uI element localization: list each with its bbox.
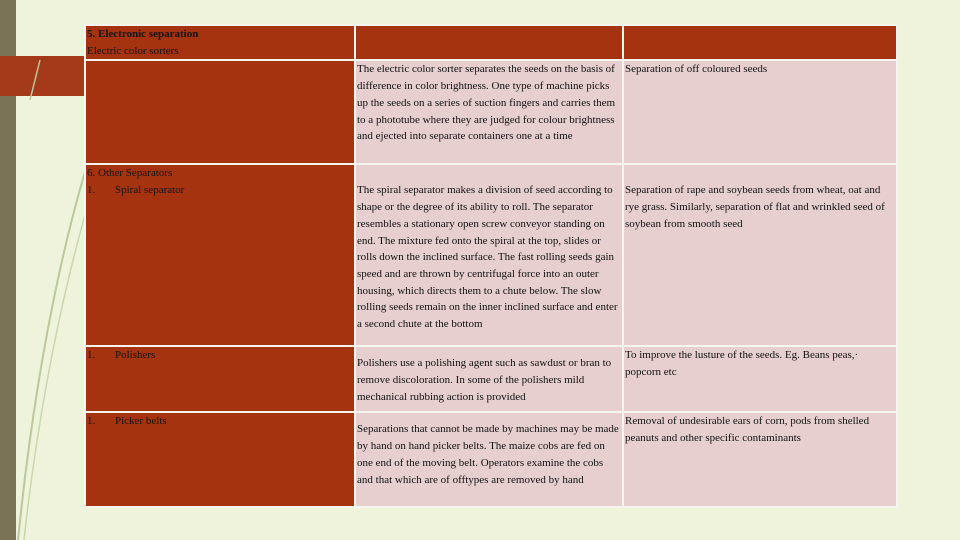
section5-title: 5. Electronic separation	[87, 28, 199, 40]
table-row	[85, 346, 897, 412]
section5-description: The electric color sorter separates the seeds on the basis of difference in color brightness. One type of machine picks up the seeds on a series of suction fingers and carries them to a phototube where they are judged for colour brightness and ejected into separate containers one at a time	[357, 63, 616, 143]
polishers-purpose-cell	[623, 346, 897, 412]
section6-heading-cell	[85, 164, 355, 346]
item-name: Polishers	[115, 349, 156, 362]
section5-description-cell	[355, 60, 623, 164]
table-row	[85, 164, 897, 346]
section5-purpose: Separation of off coloured seeds	[625, 63, 768, 76]
item-number: 1.	[87, 184, 96, 197]
section5-spacer	[85, 60, 355, 164]
table-row	[85, 60, 897, 164]
item-row	[87, 182, 353, 199]
polishers-cell	[85, 346, 355, 412]
table-row	[85, 412, 897, 507]
section5-item: Electric color sorters	[87, 44, 179, 57]
section5-purpose-cell	[623, 60, 897, 164]
spiral-purpose-cell	[623, 164, 897, 346]
spiral-description-cell	[355, 164, 623, 346]
section5-heading-cell	[85, 25, 355, 60]
picker-belts-description: Separations that cannot be made by machines may be made by hand on hand picker belts. The maize cobs are fed on one end of the moving belt. Operators examine the cobs and that which are of offtypes are removed by hand	[357, 423, 619, 486]
polishers-purpose: To improve the lusture of the seeds. Eg. Beans peas,· popcorn etc	[625, 349, 859, 379]
polishers-description: Polishers use a polishing agent such as sawdust or bran to remove discoloration. In some of the polishers mild mechanical rubbing action is provided	[357, 357, 612, 403]
picker-belts-cell	[85, 412, 355, 507]
section6-title: 6. Other Separators	[87, 167, 173, 180]
item-name: Spiral separator	[115, 184, 185, 197]
spiral-purpose: Separation of rape and soybean seeds from wheat, oat and rye grass. Similarly, separation of flat and wrinkled seed of soybean from smooth seed	[625, 184, 885, 230]
item-number: 1.	[87, 349, 96, 362]
section5-header-fill	[355, 25, 623, 60]
picker-belts-purpose-cell	[623, 412, 897, 507]
polishers-description-cell	[355, 346, 623, 412]
separators-table	[84, 24, 898, 508]
item-name: Picker belts	[115, 415, 167, 428]
item-number: 1.	[87, 415, 96, 428]
section5-header-fill-2	[623, 25, 897, 60]
picker-belts-purpose: Removal of undesirable ears of corn, pods from shelled peanuts and other specific contaminants	[625, 415, 870, 445]
spiral-description: The spiral separator makes a division of seed according to shape or the degree of its ability to roll. The separator resembles a stationary open screw conveyor standing on end. The mixture fed onto the spiral at the top, slides or rolls down the inclined surface. The fast rolling seeds gain speed and are thrown by centrifugal force into an outer housing, which directs them to a chute below. The slow rolling seeds remain on the inner inclined surface and enter a second chute at the bottom	[357, 184, 618, 331]
picker-belts-description-cell	[355, 412, 623, 507]
table-row	[85, 25, 897, 60]
